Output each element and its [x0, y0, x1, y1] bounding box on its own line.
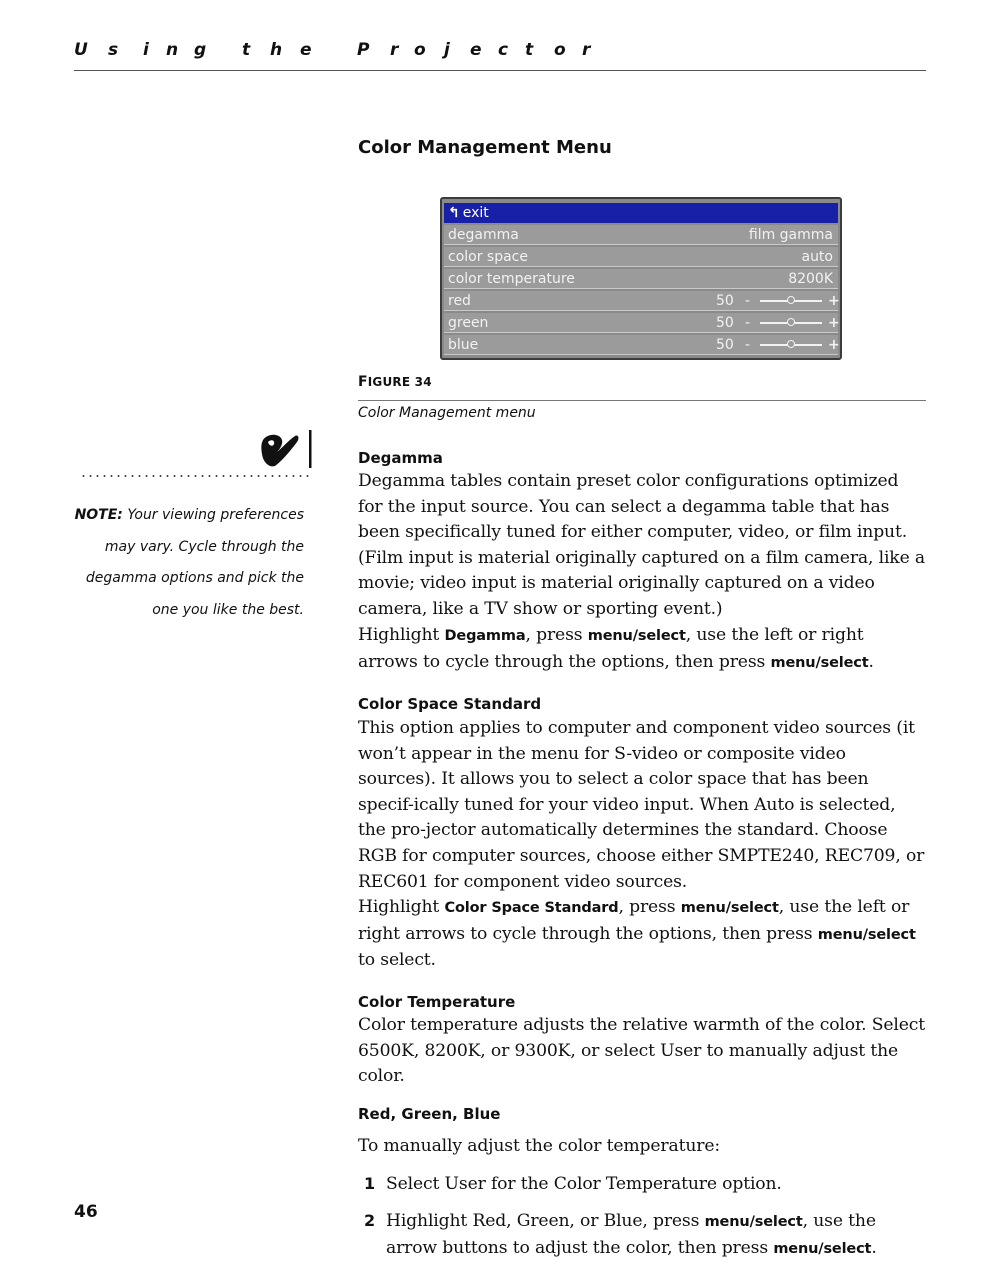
running-head-letter: g [194, 40, 207, 60]
plus-icon[interactable]: + [828, 315, 840, 331]
menu-row-red[interactable] [444, 291, 838, 311]
step-number: 1 [364, 1174, 376, 1193]
degamma-body: Degamma tables contain preset color configurations optimized for the input source. You can select a degamma table that has been specifically tuned for either computer, video, or film input. (Film input is material originally captured on a film camera, like a movie; video input is material originally captured on a video camera, like a TV show or sporting event.) [358, 471, 925, 619]
running-head-letter: s [108, 40, 119, 60]
text-run: , press [525, 625, 588, 645]
color-space-heading: Color Space Standard [358, 695, 542, 713]
figure-label-rest: IGURE 34 [367, 375, 432, 389]
note-hand-icon [259, 430, 314, 468]
running-head-letter: e [300, 40, 312, 60]
running-head-letter: i [143, 40, 149, 60]
note-divider [80, 475, 312, 477]
keyword: Degamma [444, 628, 526, 644]
note-label: NOTE: [74, 507, 123, 523]
running-head-letter: o [414, 40, 426, 60]
rgb-heading: Red, Green, Blue [358, 1105, 501, 1123]
slider-knob[interactable] [787, 296, 795, 304]
menu-row-label: color space [448, 249, 528, 265]
text-run: . [868, 651, 874, 672]
figure-caption: Color Management menu [358, 405, 536, 421]
running-head-letter: e [470, 40, 482, 60]
running-head-letter: t [525, 40, 534, 60]
running-head-letter: n [166, 40, 179, 60]
plus-icon[interactable]: + [828, 293, 840, 309]
menu-row-label: green [448, 315, 489, 331]
text-run: , press [618, 897, 681, 917]
running-head-letter: j [444, 40, 450, 60]
keyword: menu/select [587, 628, 686, 644]
step-number: 2 [364, 1211, 376, 1230]
menu-row-label [448, 203, 489, 223]
menu-row-degamma[interactable] [444, 225, 838, 245]
text-run: , use the arrow buttons to adjust the color, then press [386, 1211, 876, 1258]
color-space-instructions [358, 895, 928, 974]
menu-row-label: blue [448, 337, 479, 353]
keyword: menu/select [817, 926, 916, 943]
text-run: Highlight Red, Green, or Blue, press [386, 1211, 705, 1231]
menu-row-exit[interactable] [444, 203, 838, 223]
step-text: Select User for the Color Temperature option. [386, 1174, 782, 1194]
color-management-menu [440, 197, 842, 360]
page-number: 46 [74, 1202, 98, 1222]
menu-row-label: color temperature [448, 271, 575, 287]
degamma-instructions [358, 623, 928, 676]
slider-value: 50 [716, 293, 734, 309]
menu-row-label: red [448, 293, 471, 309]
minus-icon[interactable]: - [745, 337, 751, 353]
running-head-letter: r [390, 40, 399, 60]
keyword: menu/select [773, 1240, 872, 1257]
running-head-letter: c [498, 40, 509, 60]
degamma-heading: Degamma [358, 449, 443, 467]
running-head [74, 40, 634, 64]
color-space-body: This option applies to computer and component video sources (it won’t appear in the menu for S-video or composite video sources). It allows you to select a color space that has been specif-ically tuned for your video input. When Auto is selected, the pro-jector automatically determines the standard. Choose RGB for computer sources, choose either SMPTE240, REC709, or REC601 for component video sources. [358, 718, 925, 892]
figure-label-initial: F [358, 374, 368, 390]
text-run: , use the left or right arrows to cycle through the options, then press [358, 625, 864, 672]
menu-row-value: film gamma [748, 227, 833, 243]
keyword: menu/select [704, 1214, 803, 1230]
section-title: Color Management Menu [358, 137, 612, 158]
figure-rule [358, 400, 926, 401]
running-head-letter: P [357, 40, 370, 60]
note-text [60, 500, 304, 626]
menu-row-green[interactable] [444, 313, 838, 333]
menu-row-label: degamma [448, 227, 519, 243]
slider-knob[interactable] [787, 340, 795, 348]
menu-row-blue[interactable] [444, 335, 838, 355]
text-run: to select. [358, 950, 436, 971]
note-body: Your viewing preferences may vary. Cycle through the degamma options and pick the one you like the best. [85, 507, 304, 618]
text-run: . [871, 1237, 877, 1258]
menu-row-value: 8200K [788, 271, 833, 287]
slider-value: 50 [716, 315, 734, 331]
text-run: , use the left or right arrows to cycle through the options, then press [358, 897, 910, 944]
running-head-letter: t [242, 40, 251, 60]
plus-icon[interactable]: + [828, 337, 840, 353]
keyword: Color Space Standard [444, 900, 619, 916]
menu-row-value: auto [801, 249, 833, 265]
exit-label: exit [462, 205, 489, 221]
keyword: menu/select [770, 654, 869, 671]
menu-row-color-temperature[interactable] [444, 269, 838, 289]
header-rule [74, 70, 926, 71]
rgb-intro: To manually adjust the color temperature: [358, 1136, 721, 1156]
menu-row-color-space[interactable] [444, 247, 838, 267]
running-head-letter: h [270, 40, 283, 60]
minus-icon[interactable]: - [745, 293, 751, 309]
slider-knob[interactable] [787, 318, 795, 326]
figure-label [358, 374, 432, 390]
color-temperature-body: Color temperature adjusts the relative warmth of the color. Select 6500K, 8200K, or 9300K, or select User to manually adjust the color. [358, 1015, 926, 1087]
running-head-letter: o [554, 40, 566, 60]
slider-value: 50 [716, 337, 734, 353]
minus-icon[interactable]: - [745, 315, 751, 331]
running-head-letter: r [582, 40, 591, 60]
keyword: menu/select [680, 900, 779, 916]
running-head-letter: U [74, 40, 88, 60]
text-run: Highlight [358, 625, 445, 645]
color-temperature-heading: Color Temperature [358, 993, 516, 1011]
return-arrow-icon: ↰ [448, 205, 460, 221]
text-run: Highlight [358, 897, 445, 917]
step-text [386, 1209, 926, 1262]
